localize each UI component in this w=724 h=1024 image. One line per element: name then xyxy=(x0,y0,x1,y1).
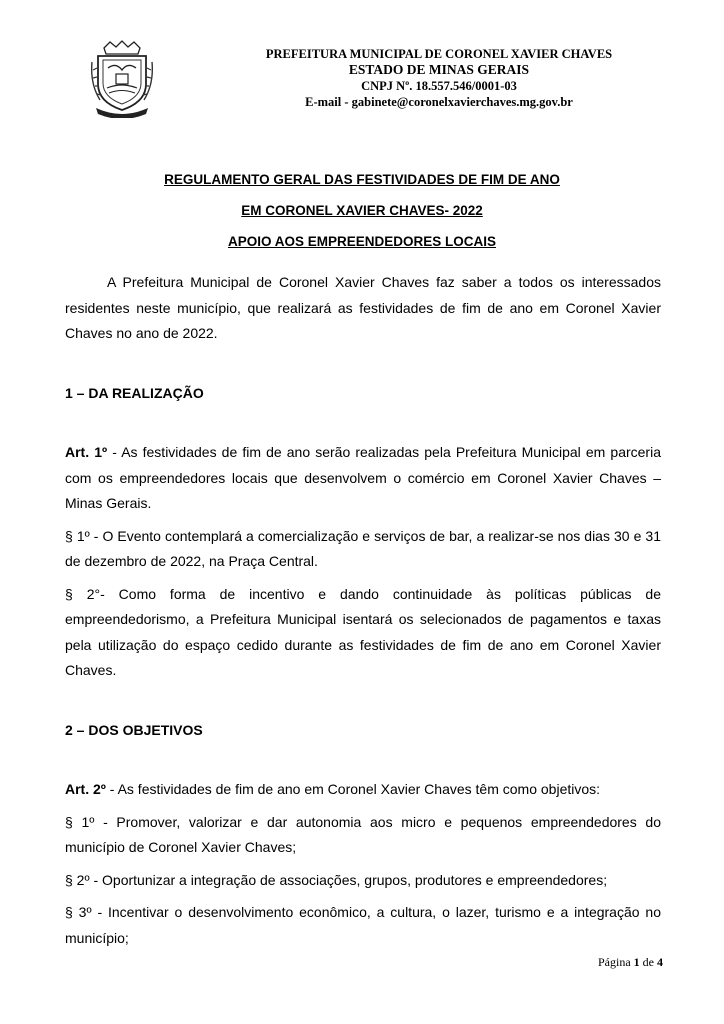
letterhead xyxy=(250,46,628,110)
page-number xyxy=(598,955,663,970)
article-1-paragraph-2: § 2°- Como forma de incentivo e dando continuidade às políticas públicas de empreendedorismo, a Prefeitura Municipal isentará os selecionados de pagamentos e taxas pela utilização do espaço cedido durante as festividades de fim de ano em Coronel Xavier Chaves. xyxy=(65,585,661,678)
document-title xyxy=(60,164,664,257)
page-current: 1 xyxy=(633,955,640,969)
title-line-1: REGULAMENTO GERAL DAS FESTIVIDADES DE FIM DE ANO xyxy=(164,172,560,187)
article-1-label: Art. 1º xyxy=(65,444,108,460)
title-line-2: EM CORONEL XAVIER CHAVES- 2022 xyxy=(241,203,483,218)
intro-paragraph: A Prefeitura Municipal de Coronel Xavier Chaves faz saber a todos os interessados residentes neste município, que realizará as festividades de fim de ano em Coronel Xavier Chaves no ano de 2022. xyxy=(65,274,661,341)
article-2-paragraph-1: § 1º - Promover, valorizar e dar autonomia aos micro e pequenos empreendedores do município de Coronel Xavier Chaves; xyxy=(65,813,661,855)
article-1 xyxy=(65,440,661,517)
article-2-label: Art. 2º xyxy=(65,781,106,797)
of-word: de xyxy=(642,955,654,969)
page-word: Página xyxy=(598,955,631,969)
article-1-paragraph-1: § 1º - O Evento contemplará a comercialização e serviços de bar, a realizar-se nos dias 30 e 31 de dezembro de 2022, na Praça Central. xyxy=(65,527,661,569)
article-2-text: - As festividades de fim de ano em Coronel Xavier Chaves têm como objetivos: xyxy=(105,781,601,797)
article-2-paragraph-2: § 2º - Oportunizar a integração de associações, grupos, produtores e empreendedores; xyxy=(65,871,608,888)
title-line-3: APOIO AOS EMPREENDEDORES LOCAIS xyxy=(227,234,497,249)
page-total: 4 xyxy=(657,955,663,969)
article-2-paragraph-3: § 3º - Incentivar o desenvolvimento econômico, a cultura, o lazer, turismo e a integração no município; xyxy=(65,904,661,946)
letterhead-state: ESTADO DE MINAS GERAIS xyxy=(348,62,530,77)
article-2 xyxy=(65,777,661,803)
municipal-seal-icon xyxy=(90,40,154,118)
article-1-text: - As festividades de fim de ano serão realizadas pela Prefeitura Municipal em parceria com os empreendedores locais que desenvolvem o comércio em Coronel Xavier Chaves – Minas Gerais. xyxy=(65,444,661,511)
document-body xyxy=(65,270,661,951)
letterhead-email: E-mail - gabinete@coronelxavierchaves.mg.gov.br xyxy=(305,95,573,109)
letterhead-cnpj: CNPJ Nº. 18.557.546/0001-03 xyxy=(361,79,517,93)
section-2-heading: 2 – DOS OBJETIVOS xyxy=(65,721,203,738)
letterhead-municipality: PREFEITURA MUNICIPAL DE CORONEL XAVIER CHAVES xyxy=(265,47,613,61)
section-1-heading: 1 – DA REALIZAÇÃO xyxy=(65,384,204,401)
